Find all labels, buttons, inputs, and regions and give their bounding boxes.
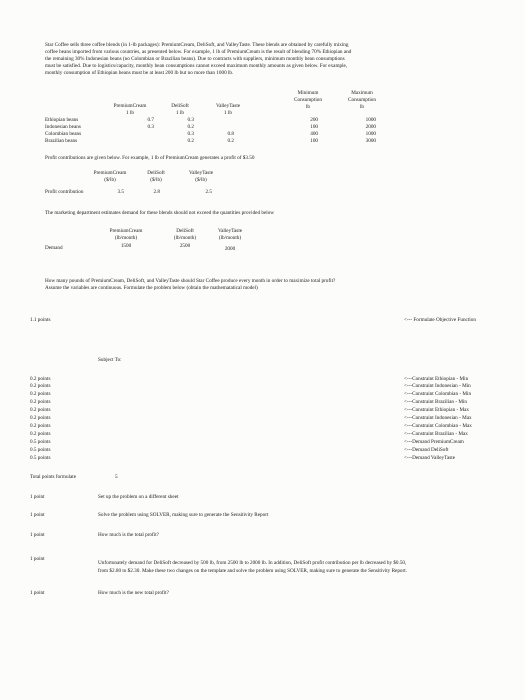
- profit-header-premiumcream: PremiumCream: [93, 170, 127, 176]
- task-text: How much is the new total profit?: [98, 590, 169, 596]
- constraint-label: <---Constraint Indonesian - Min: [404, 383, 471, 389]
- header-max: Maximum: [351, 90, 373, 96]
- constraint-points: 0.2 points: [30, 391, 51, 397]
- question-line: Assume the variables are continuous. Formulate the problem below (obtain the mathematatical model): [45, 285, 258, 291]
- total-label: Total points formulate: [30, 474, 77, 480]
- constraint-points: 0.2 points: [30, 376, 51, 382]
- header-min-sub: Consumption: [294, 97, 322, 103]
- demand-row-label: Demand: [45, 245, 63, 251]
- demand-intro: The marketing department estimates demand for these blends should not exceed the quantities provided below: [45, 210, 275, 216]
- intro-line: the remaining 30% Indonesian beans (no Colombian or Brazilian beans). Due to contracts with suppliers, minimum monthly bean consumptions: [45, 56, 345, 62]
- constraint-points: 0.5 points: [30, 447, 51, 453]
- header-valleytaste: ValleyTaste: [215, 103, 241, 109]
- task-text: Set up the problem on a different sheet: [98, 494, 179, 500]
- profit-header-unit: ($/lb): [150, 177, 162, 183]
- question-line: How many pounds of PremiumCream, DeliSoft, and ValleyTaste should Star Coffee produce every month in order to maximize total profit?: [45, 278, 336, 284]
- constraint-label: <---Constraint Ethiopian - Min: [404, 376, 469, 382]
- constraint-points: 0.2 points: [30, 407, 51, 413]
- header-max-sub: Consumption: [348, 97, 376, 103]
- demand-header-unit: (lb/month): [114, 235, 138, 241]
- intro-line: Star Coffee sells three coffee blends (in 1-lb packages): PremiumCream, DeliSoft, and ValleyTaste. These blends are obtained by carefully mixing: [45, 42, 349, 48]
- cell: 0.7: [147, 117, 154, 123]
- task-text: Unfortunately demand for DeliSoft decreased by 500 lb, from 2500 lb to 2000 lb. In addition, DeliSoft profit contribution per lb decreased by $0.50,: [98, 560, 407, 566]
- demand-header-unit: (lb/month): [173, 235, 197, 241]
- cell: 3000: [365, 138, 376, 144]
- profit-value: 2.8: [153, 189, 160, 195]
- cell: 0.8: [227, 131, 234, 137]
- cell: 0.2: [187, 138, 194, 144]
- constraint-label: <---Demand PremiumCream: [404, 439, 464, 445]
- cell: 0.3: [187, 117, 194, 123]
- subject-to-label: Subject To:: [98, 357, 122, 363]
- constraint-label: <---Constraint Brazilian - Max: [404, 431, 468, 437]
- header-premiumcream: PremiumCream: [113, 103, 147, 109]
- objective-points: 1.1 points: [30, 317, 51, 323]
- constraint-label: <---Demand DeliSoft: [404, 447, 449, 453]
- cell: 0.2: [227, 138, 234, 144]
- demand-value: 2000: [224, 246, 236, 252]
- task-points: 1 point: [30, 556, 45, 562]
- demand-header-delisoft: DeliSoft: [176, 228, 194, 234]
- cell: 100: [310, 124, 318, 130]
- profit-header-delisoft: DeliSoft: [147, 170, 165, 176]
- constraint-label: <---Constraint Colombian - Max: [404, 423, 472, 429]
- constraint-label: <---Constraint Ethiopian - Max: [404, 407, 470, 413]
- header-max-unit: lb: [359, 104, 365, 110]
- cell: 2000: [365, 124, 376, 130]
- constraint-label: <---Constraint Indonesian - Max: [404, 415, 472, 421]
- header-delisoft: DeliSoft: [171, 103, 189, 109]
- demand-header-unit: (lb/month): [218, 235, 242, 241]
- task-points: 1 point: [30, 494, 45, 500]
- profit-intro: Profit contributions are given below. For example, 1 lb of PremiumCream generates a profit of $3.50: [45, 155, 255, 161]
- constraint-points: 0.2 points: [30, 399, 51, 405]
- row-label-brazilian: Brazilian beans: [45, 138, 78, 144]
- profit-value: 3.5: [117, 189, 124, 195]
- cell: 1000: [365, 117, 376, 123]
- constraint-label: <---Constraint Colombian - Min: [404, 391, 472, 397]
- task-text: from $2.80 to $2.30. Make these two changes on the template and solve the problem using SOLVER, making sure to generate the Sensitivity Report.: [98, 568, 407, 574]
- demand-value: 2500: [179, 243, 191, 249]
- cell: 0.3: [147, 124, 154, 130]
- cell: 0.3: [187, 131, 194, 137]
- cell: 200: [310, 117, 318, 123]
- cell: 1000: [365, 131, 376, 137]
- task-points: 1 point: [30, 590, 45, 596]
- constraint-points: 0.2 points: [30, 415, 51, 421]
- header-min: Minimum: [297, 90, 319, 96]
- task-points: 1 point: [30, 532, 45, 538]
- constraint-points: 0.2 points: [30, 383, 51, 389]
- constraint-label: <---Constraint Brazilian - Min: [404, 399, 467, 405]
- intro-line: monthly consumption of Ethiopian beans must be at least 200 lb but no more than 1000 lb.: [45, 70, 234, 76]
- demand-value: 1500: [120, 243, 132, 249]
- demand-header-valleytaste: ValleyTaste: [217, 228, 243, 234]
- constraint-points: 0.2 points: [30, 423, 51, 429]
- row-label-colombian: Colombian beans: [45, 131, 82, 137]
- header-min-unit: lb: [305, 104, 311, 110]
- row-label-indonesian: Indonesian beans: [45, 124, 81, 130]
- constraint-points: 0.5 points: [30, 439, 51, 445]
- constraint-points: 0.5 points: [30, 455, 51, 461]
- cell: 400: [310, 131, 318, 137]
- intro-line: coffee beans imported from various countries, as presented below. For example, 1 lb of PremiumCream is the result of blending 70% Ethiopian and: [45, 49, 352, 55]
- objective-label: <--- Formulate Objective Function: [404, 317, 476, 323]
- header-delisoft-unit: 1 lb: [176, 110, 184, 116]
- constraint-points: 0.2 points: [30, 431, 51, 437]
- intro-line: must be satisfied. Due to logistics/capacity, monthly bean consumptions cannot exceed maximum monthly amounts as given below. For example,: [45, 63, 348, 69]
- profit-header-valleytaste: ValleyTaste: [188, 170, 214, 176]
- task-points: 1 point: [30, 512, 45, 518]
- header-premiumcream-unit: 1 lb: [126, 110, 134, 116]
- task-text: How much is the total profit?: [98, 532, 159, 538]
- cell: 0.2: [187, 124, 194, 130]
- profit-header-unit: ($/lb): [195, 177, 207, 183]
- cell: 100: [310, 138, 318, 144]
- demand-header-premiumcream: PremiumCream: [109, 228, 143, 234]
- constraint-label: <---Demand ValleyTaste: [404, 455, 456, 461]
- header-valleytaste-unit: 1 lb: [224, 110, 232, 116]
- profit-value: 2.5: [205, 189, 212, 195]
- profit-header-unit: ($/lb): [104, 177, 116, 183]
- row-label-ethiopian: Ethiopian beans: [45, 117, 79, 123]
- total-value: 5: [115, 474, 118, 480]
- profit-row-label: Profit contribution: [45, 189, 84, 195]
- task-text: Solve the problem using SOLVER, making sure to generate the Sensitivity Report: [98, 512, 269, 518]
